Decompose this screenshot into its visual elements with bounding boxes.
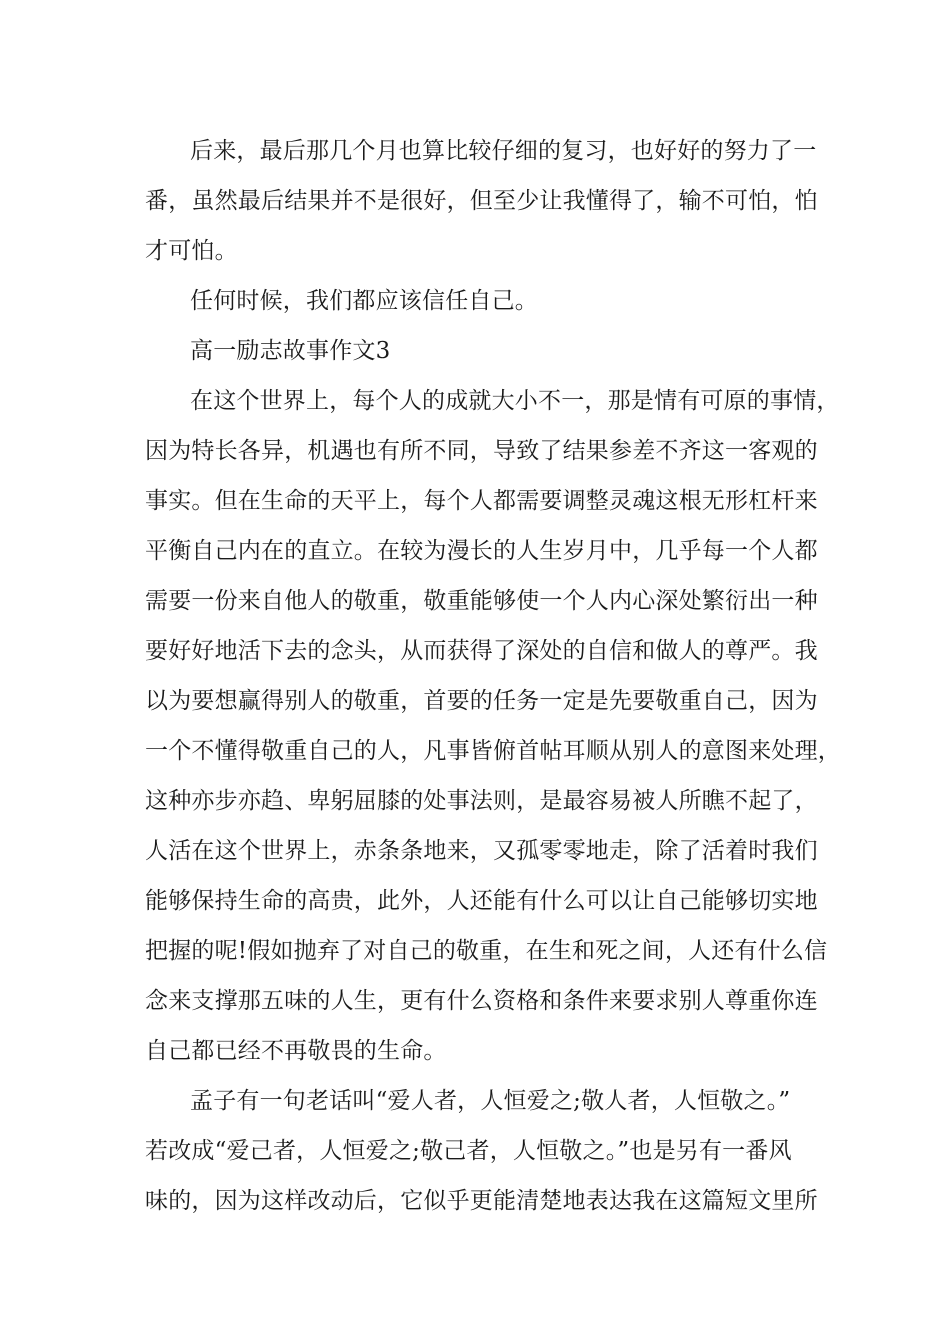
paragraph-3-line-6: 要好好地活下去的念头，从而获得了深处的自信和做人的尊严。我 [145, 638, 818, 664]
paragraph-1-line-2: 番，虽然最后结果并不是很好，但至少让我懂得了，输不可怕，怕 [145, 188, 818, 214]
paragraph-3-line-4: 平衡自己内在的直立。在较为漫长的人生岁月中，几乎每一个人都 [145, 538, 818, 564]
paragraph-1-line-1: 后来，最后那几个月也算比较仔细的复习，也好好的努力了一 [190, 138, 817, 164]
paragraph-4-line-2: 若改成“爱己者，人恒爱之;敬己者，人恒敬之。”也是另有一番风 [145, 1138, 792, 1164]
section-heading: 高一励志故事作文3 [190, 338, 391, 364]
paragraph-4-line-1: 孟子有一句老话叫“爱人者，人恒爱之;敬人者，人恒敬之。” [190, 1088, 791, 1114]
paragraph-3-line-12: 把握的呢!假如抛弃了对自己的敬重，在生和死之间，人还有什么信 [145, 938, 828, 964]
paragraph-3-line-2: 因为特长各异，机遇也有所不同，导致了结果参差不齐这一客观的 [145, 438, 818, 464]
paragraph-3-line-13: 念来支撑那五味的人生，更有什么资格和条件来要求别人尊重你连 [145, 988, 818, 1014]
paragraph-3-line-14: 自己都已经不再敬畏的生命。 [145, 1038, 447, 1064]
paragraph-4-line-3: 味的，因为这样改动后，它似乎更能清楚地表达我在这篇短文里所 [145, 1188, 818, 1214]
paragraph-3-line-7: 以为要想赢得别人的敬重，首要的任务一定是先要敬重自己，因为 [145, 688, 818, 714]
paragraph-3-line-5: 需要一份来自他人的敬重，敬重能够使一个人内心深处繁衍出一种 [145, 588, 818, 614]
paragraph-3-line-9: 这种亦步亦趋、卑躬屈膝的处事法则，是最容易被人所瞧不起了， [145, 788, 818, 814]
paragraph-3-line-11: 能够保持生命的高贵，此外，人还能有什么可以让自己能够切实地 [145, 888, 818, 914]
paragraph-3-line-8: 一个不懂得敬重自己的人，凡事皆俯首帖耳顺从别人的意图来处理， [145, 738, 841, 764]
paragraph-3-line-10: 人活在这个世界上，赤条条地来，又孤零零地走，除了活着时我们 [145, 838, 818, 864]
paragraph-1-line-3: 才可怕。 [145, 238, 238, 264]
paragraph-2-line-1: 任何时候，我们都应该信任自己。 [190, 288, 538, 314]
paragraph-3-line-3: 事实。但在生命的天平上，每个人都需要调整灵魂这根无形杠杆来 [145, 488, 818, 514]
paragraph-3-line-1: 在这个世界上，每个人的成就大小不一，那是情有可原的事情， [190, 388, 840, 414]
